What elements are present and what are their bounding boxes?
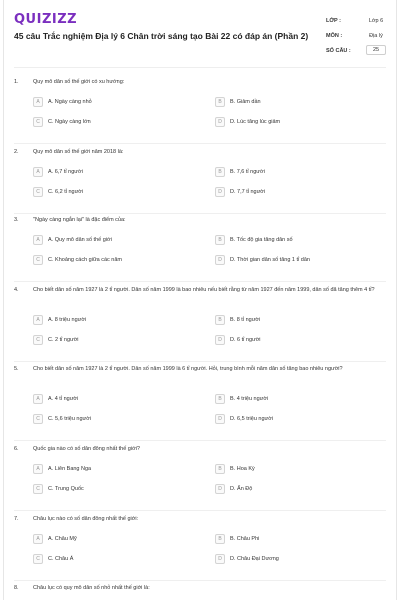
option-text: B. Hoa Kỳ: [230, 466, 255, 472]
option-text: D. 6,5 triệu người: [230, 416, 274, 422]
option-letter-box: B: [215, 97, 225, 107]
meta-label-count: SỐ CÂU :: [326, 48, 351, 54]
option-letter-box: C: [33, 255, 43, 265]
worksheet-header: [0, 0, 400, 68]
question-text: Châu lục có quy mô dân số nhỏ nhất thế giới là:: [33, 585, 150, 591]
option-text: A. 8 triệu người: [48, 317, 87, 323]
question-number: 4.: [14, 287, 19, 293]
option-letter-box: C: [33, 414, 43, 424]
option-text: B. 8 tỉ người: [230, 317, 261, 323]
option-text: B. Châu Phi: [230, 536, 260, 542]
page-edge-right: [396, 0, 397, 600]
option-text: A. 6,7 tỉ người: [48, 169, 83, 175]
option-text: A. Ngày càng nhỏ: [48, 99, 92, 105]
question-divider: [14, 580, 386, 581]
option-letter-box: B: [215, 167, 225, 177]
option-letter-box: C: [33, 335, 43, 345]
question-text: Quy mô dân số thế giới năm 2018 là:: [33, 149, 124, 155]
option-letter-box: C: [33, 117, 43, 127]
question-divider: [14, 143, 386, 144]
option-text: C. 2 tỉ người: [48, 337, 79, 343]
option-text: D. Châu Đại Dương: [230, 556, 279, 562]
meta-label-subject: MÔN :: [326, 33, 343, 39]
meta-value-class: Lớp 6: [368, 18, 384, 24]
question-number: 8.: [14, 585, 19, 591]
header-divider: [14, 67, 386, 68]
option-letter-box: A: [33, 167, 43, 177]
question-text: Quốc gia nào có số dân đông nhất thế giới?: [33, 446, 140, 452]
option-text: A. Quy mô dân số thế giới: [48, 237, 112, 243]
option-text: B. Giảm dần: [230, 99, 261, 105]
meta-label-class: LỚP :: [326, 18, 341, 24]
option-text: D. 6 tỉ người: [230, 337, 261, 343]
option-letter-box: B: [215, 235, 225, 245]
option-letter-box: B: [215, 315, 225, 325]
question-divider: [14, 361, 386, 362]
option-text: D. 7,7 tỉ người: [230, 189, 266, 195]
option-text: C. 6,2 tỉ người: [48, 189, 84, 195]
option-text: D. Lúc tăng lúc giảm: [230, 119, 281, 125]
option-text: B. 4 triệu người: [230, 396, 269, 402]
question-number: 3.: [14, 217, 19, 223]
meta-row-subject: [326, 29, 386, 44]
option-text: C. Khoảng cách giữa các năm: [48, 257, 123, 263]
option-letter-box: A: [33, 97, 43, 107]
quizizz-logo: QUIZIZZ: [14, 12, 78, 27]
option-letter-box: A: [33, 235, 43, 245]
option-text: D. Ấn Độ: [230, 486, 253, 492]
option-text: B. 7,6 tỉ người: [230, 169, 265, 175]
option-letter-box: D: [215, 117, 225, 127]
option-text: C. Ngày càng lớn: [48, 119, 91, 125]
option-letter-box: C: [33, 554, 43, 564]
meta-row-class: [326, 14, 386, 29]
meta-row-count: [326, 44, 386, 59]
option-letter-box: A: [33, 394, 43, 404]
option-text: C. 5,6 triệu người: [48, 416, 92, 422]
option-letter-box: B: [215, 464, 225, 474]
option-letter-box: A: [33, 315, 43, 325]
question-number: 7.: [14, 516, 19, 522]
question-number: 2.: [14, 149, 19, 155]
option-letter-box: D: [215, 554, 225, 564]
worksheet-title: 45 câu Trắc nghiệm Địa lý 6 Chân trời sáng tạo Bài 22 có đáp án (Phần 2): [14, 31, 309, 41]
question-divider: [14, 440, 386, 441]
option-text: A. 4 tỉ người: [48, 396, 79, 402]
option-text: A. Châu Mỹ: [48, 536, 77, 542]
option-letter-box: C: [33, 187, 43, 197]
page-edge-left: [3, 0, 4, 600]
question-number: 1.: [14, 79, 19, 85]
option-letter-box: D: [215, 255, 225, 265]
question-divider: [14, 510, 386, 511]
option-letter-box: D: [215, 187, 225, 197]
meta-value-subject: Địa lý: [369, 33, 383, 39]
question-text: Cho biết dân số năm 1927 là 2 tỉ người. Dân số năm 1999 là bao nhiêu nếu biết rằng từ năm 1927 đến năm 1999, dân số đã tăng thêm 4 tỉ?: [33, 287, 375, 293]
question-text: Quy mô dân số thế giới có xu hướng:: [33, 79, 125, 85]
question-number: 6.: [14, 446, 19, 452]
option-letter-box: B: [215, 534, 225, 544]
option-letter-box: B: [215, 394, 225, 404]
option-letter-box: D: [215, 335, 225, 345]
worksheet-meta: [326, 14, 386, 59]
meta-value-count: 25: [366, 45, 386, 55]
option-text: C. Châu Á: [48, 556, 74, 562]
question-text: Cho biết dân số năm 1927 là 2 tỉ người. Dân số năm 1999 là 6 tỉ người. Hỏi, trung bình mỗi năm dân số tăng bao nhiêu người?: [33, 366, 343, 372]
question-divider: [14, 213, 386, 214]
question-text: "Ngày càng ngắn lại" là đặc điểm của:: [33, 217, 126, 223]
option-text: C. Trung Quốc: [48, 486, 84, 492]
option-letter-box: D: [215, 484, 225, 494]
question-text: Châu lục nào có số dân đông nhất thế giới:: [33, 516, 139, 522]
option-letter-box: A: [33, 464, 43, 474]
option-letter-box: C: [33, 484, 43, 494]
option-text: D. Thời gian dân số tăng 1 tỉ dân: [230, 257, 310, 263]
question-number: 5.: [14, 366, 19, 372]
option-letter-box: A: [33, 534, 43, 544]
option-text: B. Tốc độ gia tăng dân số: [230, 237, 293, 243]
question-divider: [14, 281, 386, 282]
option-text: A. Liên Bang Nga: [48, 466, 92, 472]
option-letter-box: D: [215, 414, 225, 424]
